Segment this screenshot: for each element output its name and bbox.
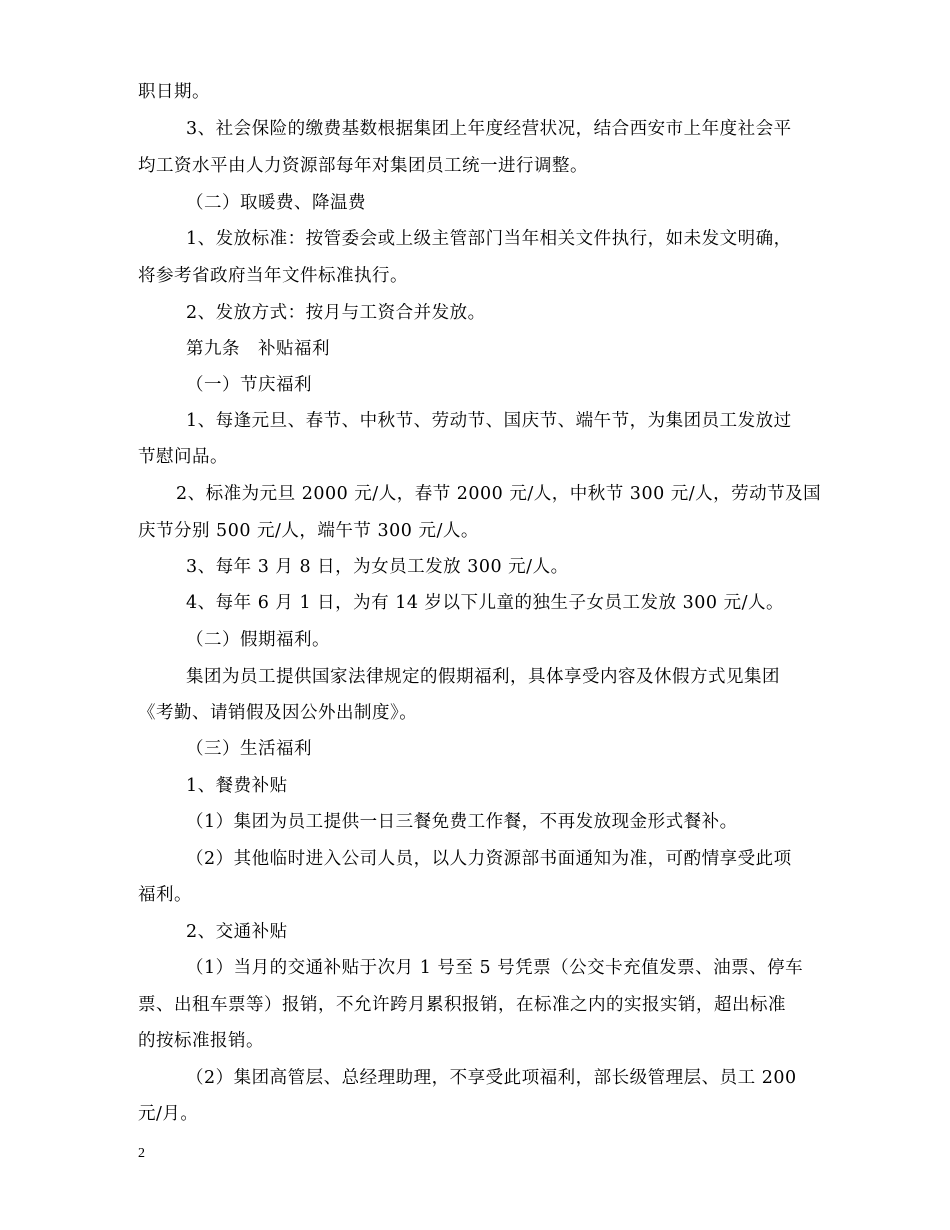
text-line: 集团为员工提供国家法律规定的假期福利，具体享受内容及休假方式见集团: [186, 667, 780, 687]
text-line: 的按标准报销。: [138, 1031, 264, 1051]
text-line: （一）节庆福利: [186, 375, 312, 395]
text-line: 2、交通补贴: [186, 922, 288, 942]
text-line: （二）取暖费、降温费: [186, 193, 366, 213]
text-line: 票、出租车票等）报销，不允许跨月累积报销，在标准之内的实报实销，超出标准: [138, 995, 786, 1015]
page-number: 2: [138, 1146, 145, 1161]
text-line: 2、发放方式：按月与工资合并发放。: [186, 303, 486, 323]
text-line: 1、发放标准：按管委会或上级主管部门当年相关文件执行，如未发文明确，: [186, 229, 792, 249]
text-line: 职日期。: [138, 82, 210, 102]
text-line: （二）假期福利。: [186, 630, 330, 650]
text-line: 3、每年 3 月 8 日，为女员工发放 300 元/人。: [186, 557, 569, 577]
text-line: 《考勤、请销假及因公外出制度》。: [138, 703, 418, 723]
text-line: （2）集团高管层、总经理助理，不享受此项福利，部长级管理层、员工 200: [186, 1068, 797, 1088]
text-line: 4、每年 6 月 1 日，为有 14 岁以下儿童的独生子女员工发放 300 元/人。: [186, 593, 784, 613]
text-line: 均工资水平由人力资源部每年对集团员工统一进行调整。: [138, 156, 588, 176]
text-line: 庆节分别 500 元/人，端午节 300 元/人。: [138, 521, 479, 541]
text-line: （1）集团为员工提供一日三餐免费工作餐，不再发放现金形式餐补。: [186, 812, 738, 832]
text-line: 1、餐费补贴: [186, 776, 288, 796]
text-line: 节慰问品。: [138, 447, 228, 467]
text-line: （1）当月的交通补贴于次月 1 号至 5 号凭票（公交卡充值发票、油票、停车: [186, 958, 804, 978]
text-line: 2、标准为元旦 2000 元/人，春节 2000 元/人，中秋节 300 元/人，劳动节及国: [176, 484, 822, 504]
text-line: （三）生活福利: [186, 739, 312, 759]
text-line: 元/月。: [138, 1104, 199, 1124]
text-line: 1、每逢元旦、春节、中秋节、劳动节、国庆节、端午节，为集团员工发放过: [186, 411, 792, 431]
text-line: 将参考省政府当年文件标准执行。: [138, 266, 408, 286]
text-line: 福利。: [138, 885, 192, 905]
text-line: 3、社会保险的缴费基数根据集团上年度经营状况，结合西安市上年度社会平: [186, 119, 792, 139]
text-line: （2）其他临时进入公司人员，以人力资源部书面通知为准，可酌情享受此项: [186, 849, 792, 869]
section-heading: 第九条 补贴福利: [186, 339, 330, 359]
